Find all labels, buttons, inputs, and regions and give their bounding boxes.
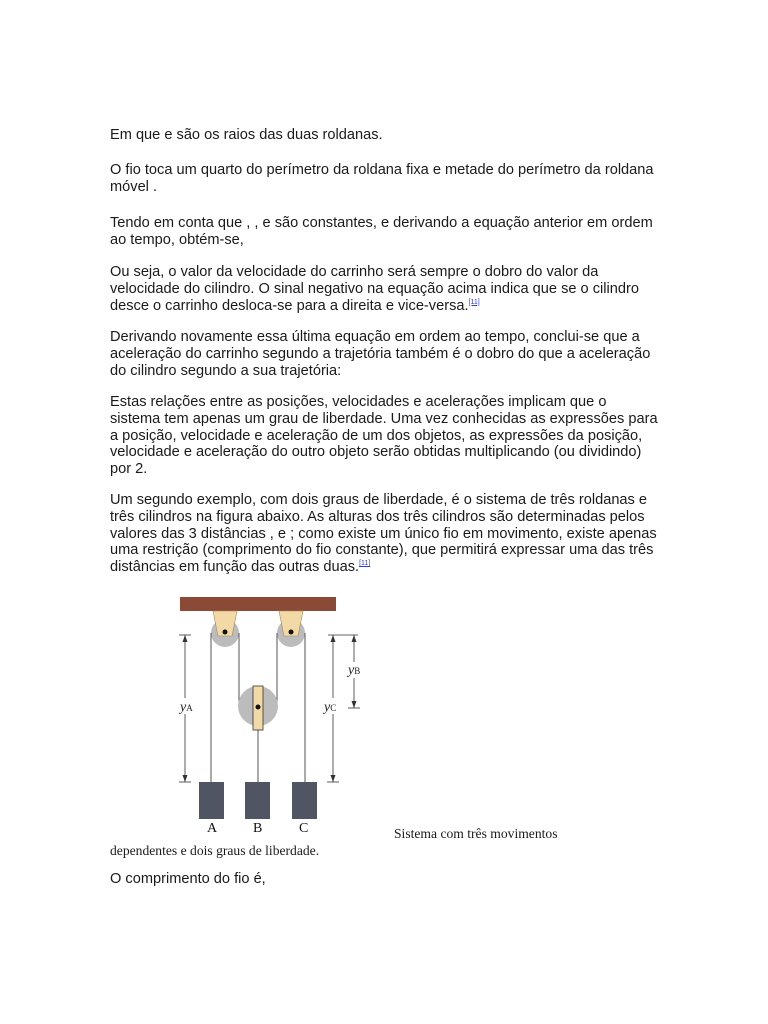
label-ya: yA — [180, 700, 193, 715]
paragraph-second-example-text: Um segundo exemplo, com dois graus de liberdade, é o sistema de três roldanas e três cilindros na figura abaixo. As alturas dos três cilindros são determinadas pelos valores das 3 distâncias , e ; como existe um único fio em movimento, existe apenas uma restrição (comprimento do fio constante), que permitirá expressar uma das três distâncias em função das outras duas. — [110, 492, 657, 576]
axle-left — [223, 630, 228, 635]
dimension-yb-arrow-bottom — [352, 701, 357, 708]
paragraph-radii: Em que e são os raios das duas roldanas. — [110, 127, 383, 143]
label-c: C — [299, 821, 309, 836]
paragraph-string-length: O comprimento do fio é, — [110, 871, 266, 887]
reference-link[interactable]: [11] — [468, 298, 480, 306]
paragraph-degrees-of-freedom: Estas relações entre as posições, velocidades e acelerações implicam que o sistema tem apenas um grau de liberdade. Uma vez conhecidas as expressões para a posição, velocidade e aceleração de um dos objetos, as expressões da posição, velocidade e aceleração do outro objeto serão obtidas multiplicando (ou dividindo) por 2. — [110, 394, 658, 478]
label-yc: yC — [324, 700, 337, 715]
figure-caption-line1: Sistema com três movimentos — [394, 826, 558, 841]
paragraph-second-example — [110, 492, 658, 576]
ceiling-beam — [180, 597, 336, 611]
paragraph-perimeter: O fio toca um quarto do perímetro da roldana fixa e metade do perímetro da roldana móvel . — [110, 162, 654, 195]
dimension-yc-arrow-bottom — [331, 775, 336, 782]
movable-pulley-axle — [256, 705, 261, 710]
dimension-yb-arrow-top — [352, 635, 357, 642]
paragraph-velocity-text: Ou seja, o valor da velocidade do carrinho será sempre o dobro do valor da velocidade do cilindro. O sinal negativo na equação acima indica que se o cilindro desce o carrinho desloca-se para a direita e vice-versa. — [110, 264, 639, 314]
cylinder-b — [245, 782, 270, 819]
paragraph-acceleration: Derivando novamente essa última equação em ordem ao tempo, conclui-se que a aceleração do carrinho segundo a trajetória também é o dobro do que a aceleração do cilindro segundo a sua trajetória: — [110, 329, 651, 379]
reference-link[interactable]: [11] — [359, 560, 371, 568]
label-b: B — [253, 821, 263, 836]
paragraph-derivation: Tendo em conta que , , e são constantes, e derivando a equação anterior em ordem ao tempo, obtém-se, — [110, 215, 653, 248]
figure-caption-line2: dependentes e dois graus de liberdade. — [110, 843, 320, 858]
pulley-system-figure — [168, 592, 368, 838]
cylinder-a — [199, 782, 224, 819]
label-yb: yB — [348, 663, 361, 678]
dimension-ya-arrow-bottom — [183, 775, 188, 782]
dimension-yc-arrow-top — [331, 635, 336, 642]
dimension-ya-arrow-top — [183, 635, 188, 642]
label-a: A — [207, 821, 218, 836]
cylinder-c — [292, 782, 317, 819]
axle-right — [289, 630, 294, 635]
paragraph-velocity — [110, 264, 658, 314]
